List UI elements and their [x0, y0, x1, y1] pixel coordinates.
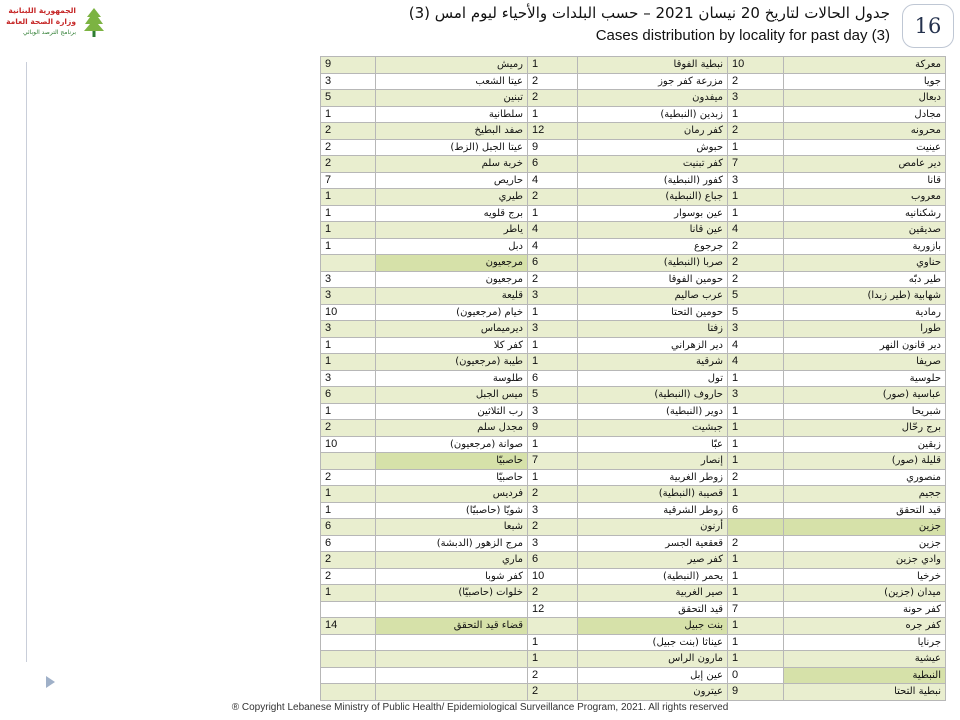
case-count-cell: 3: [728, 90, 784, 107]
case-count-cell: 6: [528, 370, 578, 387]
case-count-cell: 2: [321, 552, 376, 569]
case-count-cell: 2: [528, 585, 578, 602]
table-row: [321, 387, 946, 404]
case-count-cell: 2: [321, 568, 376, 585]
table-row: [321, 370, 946, 387]
table-row: [321, 684, 946, 701]
locality-cell: زبدين (النبطية): [578, 106, 728, 123]
case-count-cell: 5: [728, 288, 784, 305]
table-row: [321, 436, 946, 453]
case-count-cell: [728, 519, 784, 536]
page-title-arabic: جدول الحالات لتاريخ 20 نيسان 2021 – حسب البلدات والأحياء ليوم امس (3): [408, 4, 890, 22]
case-count-cell: 1: [728, 436, 784, 453]
case-count-cell: 4: [528, 172, 578, 189]
locality-cell: عيتا الشعب: [376, 73, 528, 90]
locality-cell: [376, 601, 528, 618]
case-count-cell: 1: [528, 436, 578, 453]
locality-cell: عينيت: [784, 139, 946, 156]
table-row: [321, 634, 946, 651]
case-count-cell: 1: [528, 354, 578, 371]
case-count-cell: 4: [728, 222, 784, 239]
case-count-cell: 2: [528, 73, 578, 90]
case-count-cell: 1: [728, 552, 784, 569]
case-count-cell: 2: [528, 684, 578, 701]
locality-cell: رشكنانيه: [784, 205, 946, 222]
locality-cell: طورا: [784, 321, 946, 338]
case-count-cell: 10: [321, 436, 376, 453]
case-count-cell: 1: [728, 189, 784, 206]
table-row: [321, 502, 946, 519]
case-count-cell: 2: [528, 519, 578, 536]
case-count-cell: 0: [728, 667, 784, 684]
case-count-cell: 3: [528, 403, 578, 420]
case-count-cell: 10: [321, 304, 376, 321]
locality-cell: دير عامص: [784, 156, 946, 173]
case-count-cell: 2: [728, 469, 784, 486]
locality-cell: حبوش: [578, 139, 728, 156]
locality-cell: أرنون: [578, 519, 728, 536]
locality-cell: عيشية: [784, 651, 946, 668]
locality-cell: نبطية التحتا: [784, 684, 946, 701]
case-count-cell: 3: [528, 502, 578, 519]
table-row: [321, 321, 946, 338]
table-row: [321, 106, 946, 123]
table-row: [321, 205, 946, 222]
case-count-cell: 3: [728, 321, 784, 338]
table-row: [321, 255, 946, 272]
locality-cell: جرجوع: [578, 238, 728, 255]
locality-cell: دير قانون النهر: [784, 337, 946, 354]
locality-cell: رب الثلاثين: [376, 403, 528, 420]
table-row: [321, 519, 946, 536]
locality-cell: كفر حونة: [784, 601, 946, 618]
locality-cell: طلوسة: [376, 370, 528, 387]
chevron-right-icon[interactable]: [46, 676, 55, 688]
case-count-cell: 1: [321, 106, 376, 123]
case-count-cell: 5: [321, 90, 376, 107]
case-count-cell: 6: [321, 519, 376, 536]
table-row: [321, 139, 946, 156]
case-count-cell: 2: [528, 189, 578, 206]
case-count-cell: 4: [528, 238, 578, 255]
case-count-cell: 3: [321, 73, 376, 90]
case-count-cell: 3: [528, 535, 578, 552]
locality-cell: كفر جره: [784, 618, 946, 635]
case-count-cell: 1: [728, 370, 784, 387]
locality-cell: إنصار: [578, 453, 728, 470]
locality-cell: عين بوسوار: [578, 205, 728, 222]
table-row: [321, 337, 946, 354]
table-row: [321, 651, 946, 668]
case-count-cell: [321, 634, 376, 651]
table-row: [321, 469, 946, 486]
locality-cell: خربة سلم: [376, 156, 528, 173]
locality-cell: معركة: [784, 57, 946, 74]
locality-cell: قضاء قيد التحقق: [376, 618, 528, 635]
locality-cell: خرخيا: [784, 568, 946, 585]
case-count-cell: 3: [728, 387, 784, 404]
locality-cell: قليلة (صور): [784, 453, 946, 470]
case-count-cell: 7: [728, 156, 784, 173]
case-count-cell: 3: [321, 370, 376, 387]
locality-cell: دبعال: [784, 90, 946, 107]
case-count-cell: 1: [528, 106, 578, 123]
case-count-cell: 6: [728, 502, 784, 519]
case-count-cell: 1: [728, 585, 784, 602]
locality-cell: محرونه: [784, 123, 946, 140]
table-row: [321, 57, 946, 74]
case-count-cell: 1: [728, 651, 784, 668]
locality-cell: شويّا (حاصبيّا): [376, 502, 528, 519]
locality-cell: ياطر: [376, 222, 528, 239]
locality-cell: رميش: [376, 57, 528, 74]
case-count-cell: 3: [528, 321, 578, 338]
case-count-cell: 1: [321, 205, 376, 222]
locality-cell: حلوسية: [784, 370, 946, 387]
locality-cell: عرب صاليم: [578, 288, 728, 305]
table-row: [321, 568, 946, 585]
locality-cell: صديقين: [784, 222, 946, 239]
table-row: [321, 486, 946, 503]
locality-cell: طيبة (مرجعيون): [376, 354, 528, 371]
locality-cell: كفر صير: [578, 552, 728, 569]
locality-cell: شرقية: [578, 354, 728, 371]
locality-cell: برج قلويه: [376, 205, 528, 222]
case-count-cell: 6: [321, 387, 376, 404]
case-count-cell: 10: [728, 57, 784, 74]
locality-cell: صربا (النبطية): [578, 255, 728, 272]
case-count-cell: 3: [728, 172, 784, 189]
case-count-cell: 3: [321, 271, 376, 288]
case-count-cell: 14: [321, 618, 376, 635]
case-count-cell: 2: [321, 420, 376, 437]
table-row: [321, 222, 946, 239]
table-row: [321, 73, 946, 90]
cedar-emblem-icon: [82, 6, 106, 40]
locality-cell: مارون الراس: [578, 651, 728, 668]
page-title-english: Cases distribution by locality for past day (3): [595, 27, 890, 44]
locality-cell: كفر شوبا: [376, 568, 528, 585]
locality-cell: ميس الجبل: [376, 387, 528, 404]
case-count-cell: 1: [728, 420, 784, 437]
ministry-logo: [6, 4, 106, 46]
locality-cell: [376, 634, 528, 651]
case-count-cell: 2: [728, 535, 784, 552]
logo-text-ministry: وزارة الصحة العامة: [6, 17, 76, 26]
locality-cell: حومين التحتا: [578, 304, 728, 321]
locality-cell: حاريص: [376, 172, 528, 189]
table-row: [321, 585, 946, 602]
locality-cell: جباع (النبطية): [578, 189, 728, 206]
case-count-cell: 1: [528, 205, 578, 222]
locality-cell: حاروف (النبطية): [578, 387, 728, 404]
page-number: 16: [914, 14, 942, 38]
case-count-cell: 1: [728, 106, 784, 123]
cases-table-body: [321, 57, 946, 701]
table-row: [321, 90, 946, 107]
table-row: [321, 172, 946, 189]
locality-cell: برج رحّال: [784, 420, 946, 437]
case-count-cell: [321, 255, 376, 272]
locality-cell: دير الزهراني: [578, 337, 728, 354]
locality-cell: زوطر الشرقية: [578, 502, 728, 519]
case-count-cell: 2: [321, 123, 376, 140]
case-count-cell: 2: [728, 123, 784, 140]
locality-cell: خلوات (حاصبيّا): [376, 585, 528, 602]
case-count-cell: 2: [321, 469, 376, 486]
locality-cell: عين إبل: [578, 667, 728, 684]
locality-cell: ميدان (جزين): [784, 585, 946, 602]
locality-cell: جزين: [784, 519, 946, 536]
case-count-cell: 1: [321, 354, 376, 371]
locality-cell: جويا: [784, 73, 946, 90]
case-count-cell: [321, 651, 376, 668]
locality-cell: بنت جبيل: [578, 618, 728, 635]
case-count-cell: 4: [528, 222, 578, 239]
case-count-cell: 1: [528, 304, 578, 321]
case-count-cell: 1: [728, 568, 784, 585]
case-count-cell: 1: [728, 403, 784, 420]
locality-cell: بازورية: [784, 238, 946, 255]
case-count-cell: 1: [728, 453, 784, 470]
case-count-cell: 2: [728, 73, 784, 90]
locality-cell: دبل: [376, 238, 528, 255]
case-count-cell: 9: [321, 57, 376, 74]
table-row: [321, 552, 946, 569]
case-count-cell: 1: [321, 189, 376, 206]
table-row: [321, 420, 946, 437]
locality-cell: قليعة: [376, 288, 528, 305]
case-count-cell: 1: [728, 618, 784, 635]
case-count-cell: [528, 618, 578, 635]
case-count-cell: 9: [728, 684, 784, 701]
locality-cell: حناوي: [784, 255, 946, 272]
locality-cell: مجدل سلم: [376, 420, 528, 437]
case-count-cell: 2: [528, 90, 578, 107]
table-row: [321, 354, 946, 371]
table-row: [321, 156, 946, 173]
case-count-cell: 2: [728, 271, 784, 288]
table-row: [321, 453, 946, 470]
case-count-cell: 6: [528, 552, 578, 569]
table-row: [321, 271, 946, 288]
case-count-cell: 12: [528, 601, 578, 618]
locality-cell: كفور (النبطية): [578, 172, 728, 189]
locality-cell: صير الغربية: [578, 585, 728, 602]
case-count-cell: 2: [728, 255, 784, 272]
locality-cell: خيام (مرجعيون): [376, 304, 528, 321]
table-row: [321, 238, 946, 255]
logo-text-republic: الجمهورية اللبنانية: [8, 6, 76, 15]
locality-cell: عيترون: [578, 684, 728, 701]
locality-cell: وادي جزين: [784, 552, 946, 569]
locality-cell: [376, 667, 528, 684]
locality-cell: قيد التحقق: [578, 601, 728, 618]
locality-cell: جرنايا: [784, 634, 946, 651]
locality-cell: مجادل: [784, 106, 946, 123]
locality-cell: كفر كلا: [376, 337, 528, 354]
locality-cell: جزين: [784, 535, 946, 552]
case-count-cell: 1: [728, 139, 784, 156]
table-row: [321, 123, 946, 140]
locality-cell: عبّا: [578, 436, 728, 453]
locality-cell: زفتا: [578, 321, 728, 338]
locality-cell: تول: [578, 370, 728, 387]
cases-table: [320, 56, 946, 701]
case-count-cell: 6: [321, 535, 376, 552]
case-count-cell: 7: [728, 601, 784, 618]
table-row: [321, 304, 946, 321]
table-row: [321, 288, 946, 305]
locality-cell: صوانة (مرجعيون): [376, 436, 528, 453]
locality-cell: مرجعيون: [376, 271, 528, 288]
locality-cell: شهابية (طير زبدا): [784, 288, 946, 305]
table-row: [321, 403, 946, 420]
case-count-cell: 7: [321, 172, 376, 189]
case-count-cell: 3: [528, 288, 578, 305]
locality-cell: قانا: [784, 172, 946, 189]
table-row: [321, 618, 946, 635]
case-count-cell: 4: [728, 354, 784, 371]
case-count-cell: 12: [528, 123, 578, 140]
case-count-cell: 6: [528, 156, 578, 173]
case-count-cell: 1: [528, 57, 578, 74]
page-number-box: [902, 4, 954, 48]
locality-cell: صفد البطيخ: [376, 123, 528, 140]
locality-cell: طيري: [376, 189, 528, 206]
table-row: [321, 601, 946, 618]
case-count-cell: 1: [728, 205, 784, 222]
case-count-cell: 3: [321, 321, 376, 338]
locality-cell: جبشيت: [578, 420, 728, 437]
locality-cell: قصيبة (النبطية): [578, 486, 728, 503]
case-count-cell: 1: [321, 222, 376, 239]
case-count-cell: [321, 667, 376, 684]
locality-cell: دوير (النبطية): [578, 403, 728, 420]
locality-cell: كفر تبنيت: [578, 156, 728, 173]
case-count-cell: 2: [528, 271, 578, 288]
case-count-cell: 2: [528, 667, 578, 684]
locality-cell: قعقعية الجسر: [578, 535, 728, 552]
case-count-cell: 6: [528, 255, 578, 272]
locality-cell: منصوري: [784, 469, 946, 486]
table-row: [321, 667, 946, 684]
locality-cell: حومين الفوقا: [578, 271, 728, 288]
locality-cell: سلطانية: [376, 106, 528, 123]
locality-cell: مرج الزهور (الدبشة): [376, 535, 528, 552]
locality-cell: فرديس: [376, 486, 528, 503]
case-count-cell: 9: [528, 420, 578, 437]
locality-cell: رمادية: [784, 304, 946, 321]
case-count-cell: [321, 601, 376, 618]
locality-cell: زبقين: [784, 436, 946, 453]
locality-cell: ديرميماس: [376, 321, 528, 338]
locality-cell: النبطية: [784, 667, 946, 684]
case-count-cell: 10: [528, 568, 578, 585]
case-count-cell: 2: [528, 486, 578, 503]
case-count-cell: 1: [321, 486, 376, 503]
locality-cell: مزرعة كفر جوز: [578, 73, 728, 90]
locality-cell: شبعا: [376, 519, 528, 536]
case-count-cell: 2: [321, 156, 376, 173]
case-count-cell: 1: [728, 634, 784, 651]
locality-cell: حاصبيّا: [376, 469, 528, 486]
case-count-cell: 1: [321, 502, 376, 519]
locality-cell: [376, 684, 528, 701]
locality-cell: كفر رمان: [578, 123, 728, 140]
locality-cell: عين قانا: [578, 222, 728, 239]
locality-cell: يحمر (النبطية): [578, 568, 728, 585]
locality-cell: تبنين: [376, 90, 528, 107]
case-count-cell: [321, 684, 376, 701]
case-count-cell: 7: [528, 453, 578, 470]
locality-cell: عباسية (صور): [784, 387, 946, 404]
table-row: [321, 189, 946, 206]
locality-cell: ججيم: [784, 486, 946, 503]
locality-cell: مرجعيون: [376, 255, 528, 272]
case-count-cell: 1: [728, 486, 784, 503]
case-count-cell: 1: [528, 634, 578, 651]
locality-cell: صريفا: [784, 354, 946, 371]
case-count-cell: 4: [728, 337, 784, 354]
locality-cell: طير دبّه: [784, 271, 946, 288]
locality-cell: شبريحا: [784, 403, 946, 420]
locality-cell: قيد التحقق: [784, 502, 946, 519]
locality-cell: عيناثا (بنت جبيل): [578, 634, 728, 651]
locality-cell: حاصبيّا: [376, 453, 528, 470]
left-divider: [26, 62, 27, 662]
case-count-cell: 1: [321, 585, 376, 602]
case-count-cell: 1: [528, 469, 578, 486]
case-count-cell: [321, 453, 376, 470]
case-count-cell: 5: [728, 304, 784, 321]
case-count-cell: 2: [321, 139, 376, 156]
case-count-cell: 1: [321, 403, 376, 420]
locality-cell: ماري: [376, 552, 528, 569]
table-row: [321, 535, 946, 552]
case-count-cell: 1: [528, 651, 578, 668]
copyright-footer: ® Copyright Lebanese Ministry of Public Health/ Epidemiological Surveillance Program, 2021. All rights reserved: [231, 702, 729, 713]
case-count-cell: 1: [321, 238, 376, 255]
locality-cell: عيتا الجبل (الزط): [376, 139, 528, 156]
case-count-cell: 1: [321, 337, 376, 354]
case-count-cell: 2: [728, 238, 784, 255]
logo-text-program: برنامج الترصد الوبائي: [22, 29, 76, 36]
case-count-cell: 5: [528, 387, 578, 404]
case-count-cell: 1: [528, 337, 578, 354]
locality-cell: نبطية الفوقا: [578, 57, 728, 74]
locality-cell: زوطر الغربية: [578, 469, 728, 486]
locality-cell: [376, 651, 528, 668]
locality-cell: معروب: [784, 189, 946, 206]
locality-cell: ميفدون: [578, 90, 728, 107]
case-count-cell: 9: [528, 139, 578, 156]
case-count-cell: 3: [321, 288, 376, 305]
